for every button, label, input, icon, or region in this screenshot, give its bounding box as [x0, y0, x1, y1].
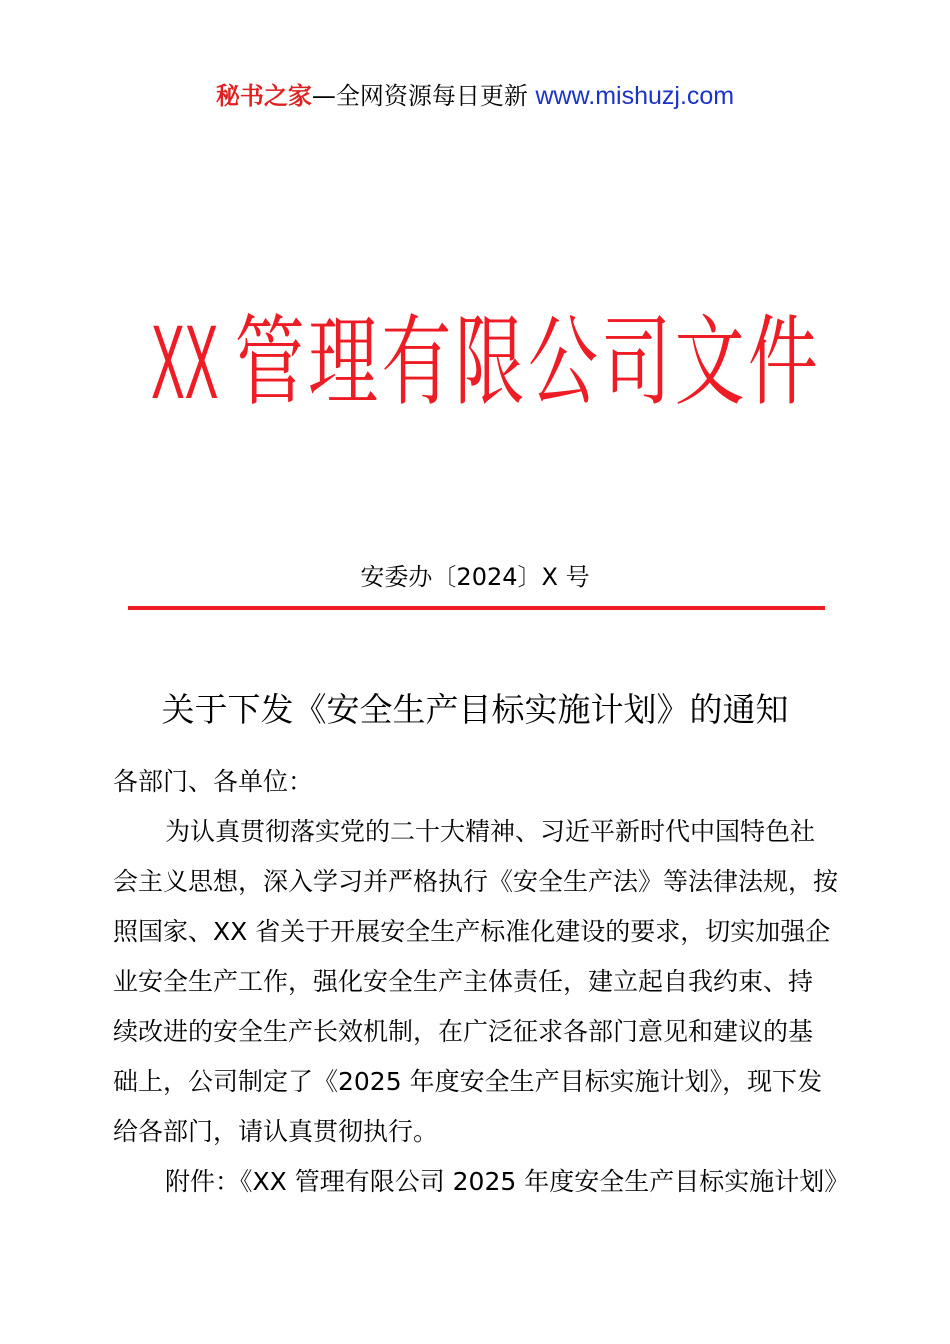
body-line: 础上，公司制定了《2025 年度安全生产目标实施计划》，现下发	[113, 1067, 823, 1096]
document-header-title	[138, 305, 818, 420]
body-line: 会主义思想，深入学习并严格执行《安全生产法》等法律法规，按	[113, 867, 839, 896]
site-banner	[0, 80, 950, 112]
body-line: 业安全生产工作，强化安全生产主体责任，建立起自我约束、持	[113, 967, 814, 996]
header-char: 文	[674, 304, 745, 420]
header-char: 管	[234, 304, 305, 420]
notice-title: 关于下发《安全生产目标实施计划》的通知	[161, 690, 789, 729]
attachment-line: 附件：《XX 管理有限公司 2025 年度安全生产目标实施计划》	[165, 1167, 850, 1196]
header-char-xx: XX	[151, 303, 219, 421]
header-char: 限	[454, 304, 525, 420]
body-line: 照国家、XX 省关于开展安全生产标准化建设的要求，切实加强企	[113, 917, 831, 946]
body-line: 给各部门，请认真贯彻执行。	[113, 1117, 439, 1146]
body-line: 续改进的安全生产长效机制，在广泛征求各部门意见和建议的基	[113, 1017, 814, 1046]
site-url-link[interactable]: www.mishuzj.com	[535, 82, 735, 110]
site-slogan: —全网资源每日更新	[311, 82, 536, 110]
salutation: 各部门、各单位：	[113, 767, 314, 796]
header-char: 件	[747, 304, 818, 420]
header-char: 司	[601, 304, 672, 420]
header-char: 公	[527, 304, 598, 420]
body-line: 为认真贯彻落实党的二十大精神、习近平新时代中国特色社	[165, 817, 816, 846]
document-number: 安委办〔2024〕X 号	[360, 563, 590, 591]
header-char: 理	[308, 304, 379, 420]
red-divider-rule	[128, 606, 825, 610]
site-brand: 秘书之家	[215, 82, 312, 110]
header-char: 有	[381, 304, 452, 420]
